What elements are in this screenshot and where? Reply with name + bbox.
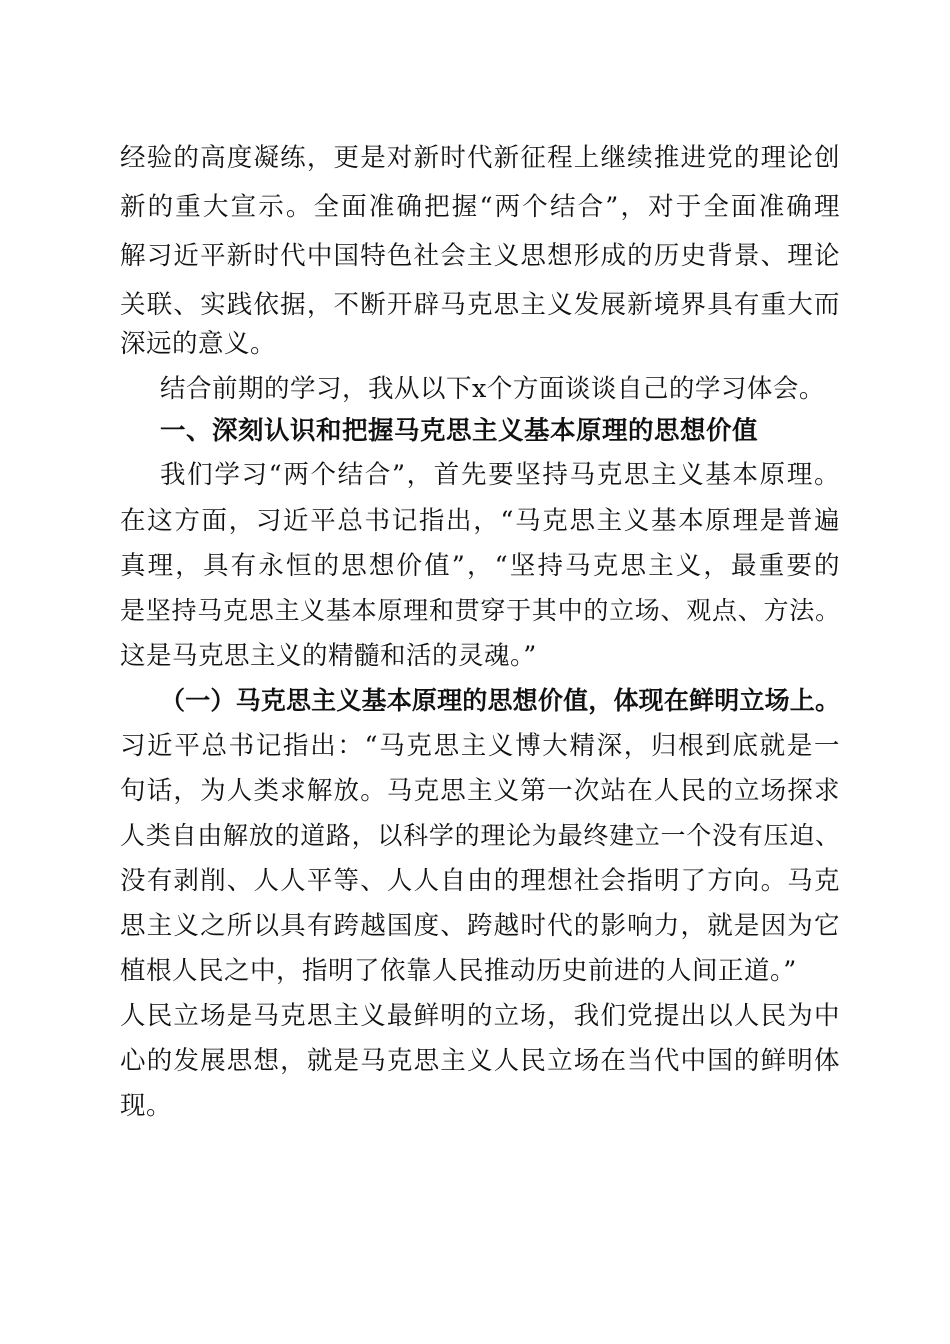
- paragraph-line: 现。: [120, 1091, 173, 1121]
- section-heading: 一、深刻认识和把握马克思主义基本原理的思想价值: [160, 416, 759, 446]
- paragraph-line: 真理，具有永恒的思想价值”，“坚持马克思主义，最重要的: [120, 551, 840, 581]
- paragraph-line: 深远的意义。: [120, 329, 277, 359]
- paragraph-line: 是坚持马克思主义基本原理和贯穿于其中的立场、观点、方法。: [120, 596, 840, 625]
- paragraph-line: 结合前期的学习，我从以下x个方面谈谈自己的学习体会。: [160, 374, 825, 404]
- paragraph-line: 习近平总书记指出：“马克思主义博大精深，归根到底就是一: [120, 731, 840, 761]
- paragraph-line: 关联、实践依据，不断开辟马克思主义发展新境界具有重大而: [120, 290, 840, 320]
- paragraph-line: 人民立场是马克思主义最鲜明的立场，我们党提出以人民为中: [120, 1001, 840, 1031]
- paragraph-line: 句话，为人类求解放。马克思主义第一次站在人民的立场探求: [120, 776, 840, 806]
- paragraph-line: 没有剥削、人人平等、人人自由的理想社会指明了方向。马克: [120, 866, 840, 896]
- paragraph-line: 心的发展思想，就是马克思主义人民立场在当代中国的鲜明体: [120, 1046, 840, 1076]
- paragraph-line: 我们学习“两个结合”，首先要坚持马克思主义基本原理。: [160, 460, 840, 490]
- paragraph-line: 植根人民之中，指明了依靠人民推动历史前进的人间正道。”: [120, 956, 797, 986]
- paragraph-line: 新的重大宣示。全面准确把握“两个结合”，对于全面准确理: [120, 192, 840, 222]
- paragraph-line: 人类自由解放的道路，以科学的理论为最终建立一个没有压迫、: [120, 821, 840, 850]
- paragraph-line: 这是马克思主义的精髓和活的灵魂。”: [120, 641, 537, 671]
- paragraph-line: 思主义之所以具有跨越国度、跨越时代的影响力，就是因为它: [120, 911, 840, 941]
- paragraph-line: 在这方面，习近平总书记指出，“马克思主义基本原理是普遍: [120, 506, 840, 536]
- paragraph-line: 解习近平新时代中国特色社会主义思想形成的历史背景、理论: [120, 241, 840, 271]
- paragraph-line: 经验的高度凝练，更是对新时代新征程上继续推进党的理论创: [120, 143, 840, 173]
- subsection-heading: （一）马克思主义基本原理的思想价值，体现在鲜明立场上。: [160, 686, 840, 715]
